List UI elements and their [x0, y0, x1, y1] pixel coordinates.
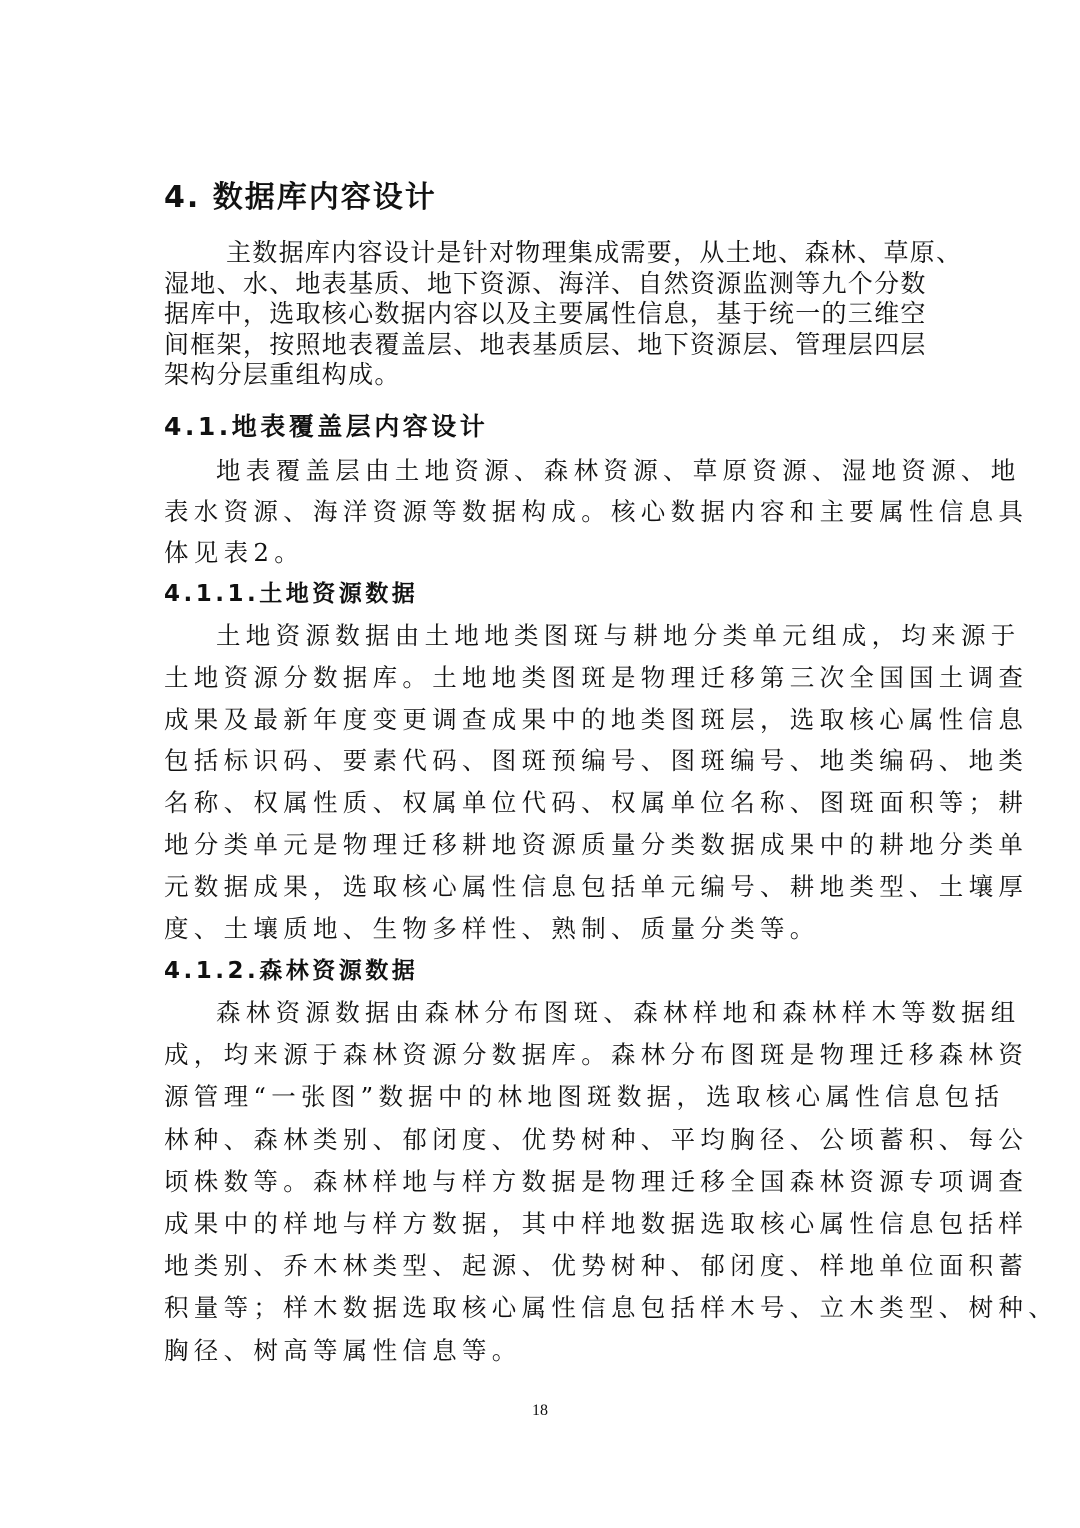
section-4-1-2-paragraph [164, 992, 1058, 1372]
paragraph-line: 据库中，选取核心数据内容以及主要属性信息，基于统一的三维空 [164, 299, 927, 328]
section-heading-4-1: 4.1.地表覆盖层内容设计 [164, 412, 489, 441]
paragraph-line: 元数据成果，选取核心属性信息包括单元编号、耕地类型、土壤厚 [164, 871, 1029, 901]
paragraph-line: 成，均来源于森林资源分数据库。森林分布图斑是物理迁移森林资 [164, 1040, 1029, 1070]
paragraph-line: 成果及最新年度变更调查成果中的地类图斑层，选取核心属性信息 [164, 704, 1029, 734]
paragraph-line: 森林资源数据由森林分布图斑、森林样地和森林样木等数据组 [216, 998, 1021, 1027]
paragraph-line: 地分类单元是物理迁移耕地资源质量分类数据成果中的耕地分类单 [164, 829, 1029, 859]
paragraph-line: 顷株数等。森林样地与样方数据是物理迁移全国森林资源专项调查 [164, 1166, 1029, 1196]
section-heading-4-1-2: 4.1.2.森林资源数据 [164, 958, 419, 984]
section-4-1-1-paragraph [164, 615, 1029, 949]
paragraph-line: 源管理“一张图”数据中的林地图斑数据，选取核心属性信息包括 [164, 1082, 1005, 1112]
paragraph-line: 林种、森林类别、郁闭度、优势树种、平均胸径、公顷蓄积、每公 [164, 1124, 1029, 1154]
paragraph-line: 地类别、乔木林类型、起源、优势树种、郁闭度、样地单位面积蓄 [164, 1251, 1029, 1281]
paragraph-line: 包括标识码、要素代码、图斑预编号、图斑编号、地类编码、地类 [164, 746, 1029, 776]
section-heading-4-1-1: 4.1.1.土地资源数据 [164, 581, 419, 607]
paragraph-line: 体见表2。 [164, 538, 305, 567]
paragraph-line: 土地资源分数据库。土地地类图斑是物理迁移第三次全国国土调查 [164, 662, 1029, 692]
section-4-1-paragraph [164, 450, 1029, 573]
paragraph-line: 地表覆盖层由土地资源、森林资源、草原资源、湿地资源、地 [216, 456, 1021, 485]
paragraph-line: 主数据库内容设计是针对物理集成需要，从土地、森林、草原、 [226, 238, 963, 267]
paragraph-line: 表水资源、海洋资源等数据构成。核心数据内容和主要属性信息具 [164, 497, 1029, 526]
paragraph-line: 架构分层重组构成。 [164, 360, 401, 389]
paragraph-line: 胸径、树高等属性信息等。 [164, 1335, 522, 1365]
paragraph-line: 成果中的样地与样方数据，其中样地数据选取核心属性信息包括样 [164, 1209, 1029, 1239]
paragraph-line: 间框架，按照地表覆盖层、地表基质层、地下资源层、管理层四层 [164, 329, 927, 359]
section-4-intro-paragraph [164, 238, 963, 391]
paragraph-line: 土地资源数据由土地地类图斑与耕地分类单元组成，均来源于 [216, 621, 1021, 650]
paragraph-line: 湿地、水、地表基质、地下资源、海洋、自然资源监测等九个分数 [164, 268, 927, 298]
paragraph-line: 度、土壤质地、生物多样性、熟制、质量分类等。 [164, 913, 820, 943]
paragraph-line: 积量等；样木数据选取核心属性信息包括样木号、立木类型、树种、 [164, 1293, 1058, 1323]
page-number: 18 [532, 1402, 548, 1419]
paragraph-line: 名称、权属性质、权属单位代码、权属单位名称、图斑面积等；耕 [164, 788, 1029, 818]
section-heading-4: 4. 数据库内容设计 [164, 180, 437, 215]
